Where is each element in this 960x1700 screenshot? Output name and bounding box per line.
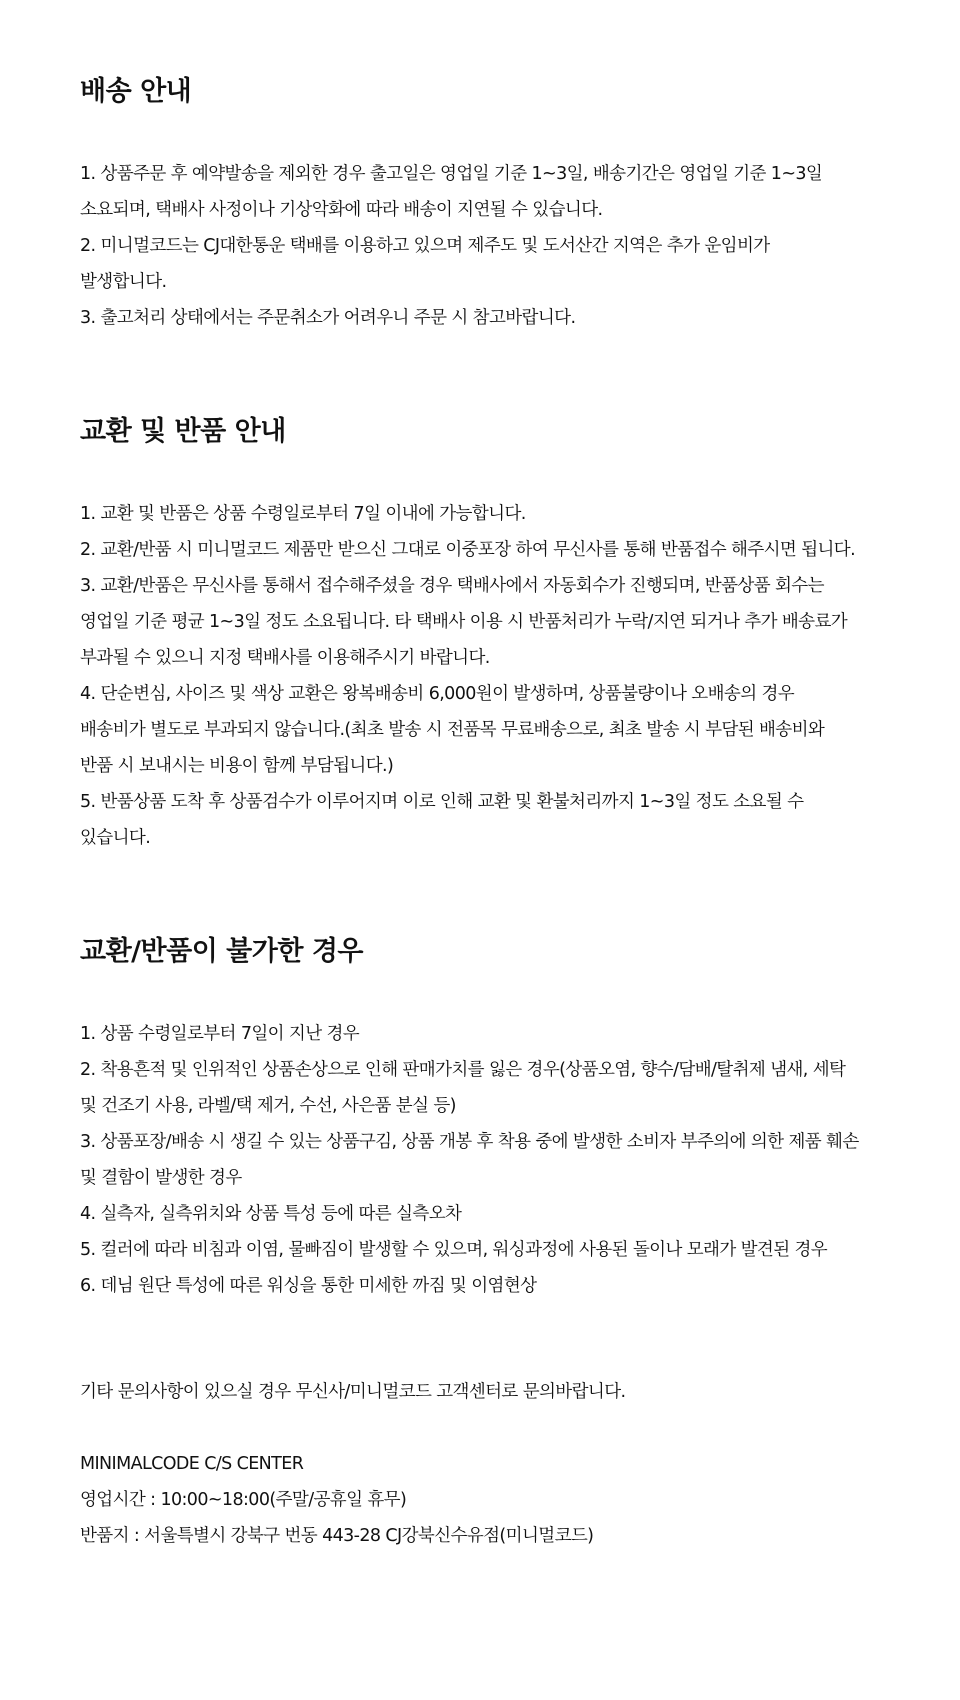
exchange-line: 배송비가 별도로 부과되지 않습니다.(최초 발송 시 전품목 무료배송으로, 최초 발송 시 부담된 배송비와: [80, 720, 825, 740]
no-return-line: 1. 상품 수령일로부터 7일이 지난 경우: [80, 1024, 360, 1044]
return-address: 반품지 : 서울특별시 강북구 번동 443-28 CJ강북신수유점(미니멀코드): [80, 1526, 594, 1546]
exchange-line: 부과될 수 있으니 지정 택배사를 이용해주시기 바랍니다.: [80, 648, 490, 668]
exchange-section: [80, 412, 880, 856]
business-hours: 영업시간 : 10:00~18:00(주말/공휴일 휴무): [80, 1490, 407, 1510]
no-return-lines: [80, 1016, 880, 1304]
no-return-section: [80, 932, 880, 1304]
shipping-line: 소요되며, 택배사 사정이나 기상악화에 따라 배송이 지연될 수 있습니다.: [80, 200, 603, 220]
exchange-line: 1. 교환 및 반품은 상품 수령일로부터 7일 이내에 가능합니다.: [80, 504, 526, 524]
exchange-title: 교환 및 반품 안내: [80, 416, 286, 447]
no-return-line: 및 결함이 발생한 경우: [80, 1168, 242, 1188]
shipping-line: 2. 미니멀코드는 CJ대한통운 택배를 이용하고 있으며 제주도 및 도서산간 지역은 추가 운임비가: [80, 236, 770, 256]
no-return-line: 3. 상품포장/배송 시 생길 수 있는 상품구김, 상품 개봉 후 착용 중에 발생한 소비자 부주의에 의한 제품 훼손: [80, 1132, 859, 1152]
shipping-line: 발생합니다.: [80, 272, 167, 292]
no-return-line: 및 건조기 사용, 라벨/택 제거, 수선, 사은품 분실 등): [80, 1096, 456, 1116]
exchange-line: 반품 시 보내시는 비용이 함께 부담됩니다.): [80, 756, 394, 776]
shipping-lines: [80, 156, 880, 336]
shipping-title: 배송 안내: [80, 76, 192, 107]
shipping-line: 3. 출고처리 상태에서는 주문취소가 어려우니 주문 시 참고바랍니다.: [80, 308, 576, 328]
cs-center-name: MINIMALCODE C/S CENTER: [80, 1454, 304, 1474]
contact-section: [80, 1374, 880, 1554]
shipping-line: 1. 상품주문 후 예약발송을 제외한 경우 출고일은 영업일 기준 1~3일, 배송기간은 영업일 기준 1~3일: [80, 164, 823, 184]
exchange-lines: [80, 496, 880, 856]
exchange-line: 영업일 기준 평균 1~3일 정도 소요됩니다. 타 택배사 이용 시 반품처리가 누락/지연 되거나 추가 배송료가: [80, 612, 848, 632]
no-return-line: 5. 컬러에 따라 비침과 이염, 물빠짐이 발생할 수 있으며, 워싱과정에 사용된 돌이나 모래가 발견된 경우: [80, 1240, 828, 1260]
exchange-line: 5. 반품상품 도착 후 상품검수가 이루어지며 이로 인해 교환 및 환불처리까지 1~3일 정도 소요될 수: [80, 792, 804, 812]
exchange-line: 있습니다.: [80, 828, 151, 848]
exchange-line: 3. 교환/반품은 무신사를 통해서 접수해주셨을 경우 택배사에서 자동회수가 진행되며, 반품상품 회수는: [80, 576, 824, 596]
exchange-line: 4. 단순변심, 사이즈 및 색상 교환은 왕복배송비 6,000원이 발생하며, 상품불량이나 오배송의 경우: [80, 684, 795, 704]
shipping-section: [80, 72, 880, 336]
no-return-line: 4. 실측자, 실측위치와 상품 특성 등에 따른 실측오차: [80, 1204, 462, 1224]
no-return-line: 6. 데님 원단 특성에 따른 워싱을 통한 미세한 까짐 및 이염현상: [80, 1276, 537, 1296]
spacer: [80, 1410, 880, 1446]
inquiry-text: 기타 문의사항이 있으실 경우 무신사/미니멀코드 고객센터로 문의바랍니다.: [80, 1382, 626, 1402]
exchange-line: 2. 교환/반품 시 미니멀코드 제품만 받으신 그대로 이중포장 하여 무신사를 통해 반품접수 해주시면 됩니다.: [80, 540, 856, 560]
no-return-line: 2. 착용흔적 및 인위적인 상품손상으로 인해 판매가치를 잃은 경우(상품오염, 향수/담배/탈취제 냄새, 세탁: [80, 1060, 846, 1080]
no-return-title: 교환/반품이 불가한 경우: [80, 936, 363, 967]
